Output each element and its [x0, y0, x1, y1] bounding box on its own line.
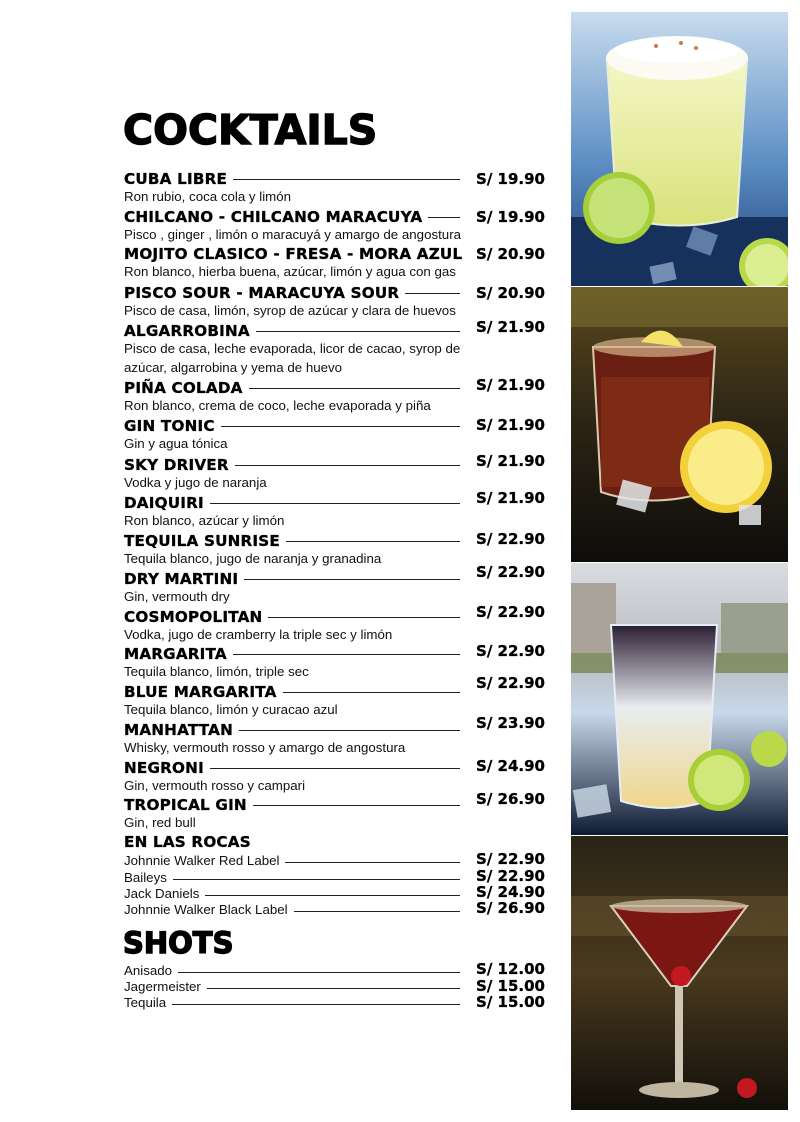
item-name: Johnnie Walker Red Label	[124, 853, 285, 869]
cocktail-name: DRY MARTINI	[124, 570, 244, 588]
cocktail-price: S/ 19.90	[476, 170, 545, 188]
cuba-libre-photo	[571, 287, 788, 562]
rocks-title: EN LAS ROCAS	[124, 833, 257, 851]
cocktail-price: S/ 23.90	[476, 714, 545, 732]
cocktail-description: Tequila blanco, jugo de naranja y granadina	[124, 551, 382, 566]
cocktail-price: S/ 21.90	[476, 318, 545, 336]
item-price: S/ 15.00	[476, 993, 545, 1011]
cocktail-name: ALGARROBINA	[124, 322, 256, 340]
item-name: Johnnie Walker Black Label	[124, 902, 294, 918]
cocktail-description: Whisky, vermouth rosso y amargo de angostura	[124, 740, 406, 755]
cocktail-price: S/ 20.90	[476, 245, 545, 263]
item-name: Jack Daniels	[124, 886, 205, 902]
cocktail-name: PIÑA COLADA	[124, 379, 249, 397]
cocktail-price: S/ 22.90	[476, 530, 545, 548]
cocktail-price: S/ 24.90	[476, 757, 545, 775]
cocktail-name: CHILCANO - CHILCANO MARACUYA	[124, 208, 428, 226]
shots-title: SHOTS	[123, 926, 234, 960]
cocktails-title: COCKTAILS	[123, 106, 378, 154]
cocktail-description: Pisco , ginger , limón o maracuyá y amargo de angostura	[124, 227, 462, 242]
cocktail-name: PISCO SOUR - MARACUYA SOUR	[124, 284, 405, 302]
cocktail-price: S/ 26.90	[476, 790, 545, 808]
cocktail-description: azúcar, algarrobina y yema de huevo	[124, 360, 343, 375]
cocktail-description: Tequila blanco, limón y curacao azul	[124, 702, 338, 717]
cocktail-description: Pisco de casa, leche evaporada, licor de cacao, syrop de	[124, 341, 461, 356]
cocktail-description: Gin y agua tónica	[124, 436, 228, 451]
item-price: S/ 15.00	[476, 977, 545, 995]
cocktail-name: MANHATTAN	[124, 721, 239, 739]
item-name: Tequila	[124, 995, 172, 1011]
cocktail-price: S/ 21.90	[476, 416, 545, 434]
cocktail-name: MOJITO CLASICO - FRESA - MORA AZUL	[124, 245, 468, 263]
cocktail-price: S/ 21.90	[476, 376, 545, 394]
cocktail-name: COSMOPOLITAN	[124, 608, 268, 626]
cocktail-name: BLUE MARGARITA	[124, 683, 283, 701]
cocktail-name: NEGRONI	[124, 759, 210, 777]
cocktail-name: SKY DRIVER	[124, 456, 235, 474]
item-name: Jagermeister	[124, 979, 207, 995]
item-price: S/ 26.90	[476, 899, 545, 917]
cocktail-description: Gin, vermouth dry	[124, 589, 230, 604]
cocktail-name: MARGARITA	[124, 645, 233, 663]
cocktail-description: Ron blanco, hierba buena, azúcar, limón y agua con gas	[124, 264, 456, 279]
leader-line	[124, 1004, 460, 1005]
cocktail-name: DAIQUIRI	[124, 494, 210, 512]
cocktail-description: Pisco de casa, limón, syrop de azúcar y clara de huevos	[124, 303, 456, 318]
cocktail-description: Vodka y jugo de naranja	[124, 475, 267, 490]
cocktail-name: GIN TONIC	[124, 417, 221, 435]
cocktail-price: S/ 20.90	[476, 284, 545, 302]
item-price: S/ 12.00	[476, 960, 545, 978]
pisco-sour-photo	[571, 12, 788, 286]
cocktail-name: TROPICAL GIN	[124, 796, 253, 814]
cocktail-price: S/ 21.90	[476, 489, 545, 507]
item-name: Baileys	[124, 870, 173, 886]
cocktail-price: S/ 22.90	[476, 674, 545, 692]
item-name: Anisado	[124, 963, 178, 979]
cocktail-price: S/ 22.90	[476, 642, 545, 660]
cocktail-description: Vodka, jugo de cramberry la triple sec y limón	[124, 627, 393, 642]
cocktail-description: Ron blanco, crema de coco, leche evaporada y piña	[124, 398, 431, 413]
item-price: S/ 22.90	[476, 850, 545, 868]
item-price: S/ 24.90	[476, 883, 545, 901]
cocktail-description: Gin, red bull	[124, 815, 196, 830]
cocktail-description: Ron rubio, coca cola y limón	[124, 189, 292, 204]
cocktail-price: S/ 21.90	[476, 452, 545, 470]
cocktail-description: Tequila blanco, limón, triple sec	[124, 664, 309, 679]
cocktail-price: S/ 22.90	[476, 603, 545, 621]
gin-tonic-photo	[571, 563, 788, 835]
cocktail-price: S/ 22.90	[476, 563, 545, 581]
cocktail-name: CUBA LIBRE	[124, 170, 233, 188]
cocktail-description: Ron blanco, azúcar y limón	[124, 513, 285, 528]
cocktail-name: TEQUILA SUNRISE	[124, 532, 286, 550]
cocktail-price: S/ 19.90	[476, 208, 545, 226]
item-price: S/ 22.90	[476, 867, 545, 885]
leader-line	[124, 879, 460, 880]
manhattan-photo	[571, 836, 788, 1110]
cocktail-description: Gin, vermouth rosso y campari	[124, 778, 306, 793]
